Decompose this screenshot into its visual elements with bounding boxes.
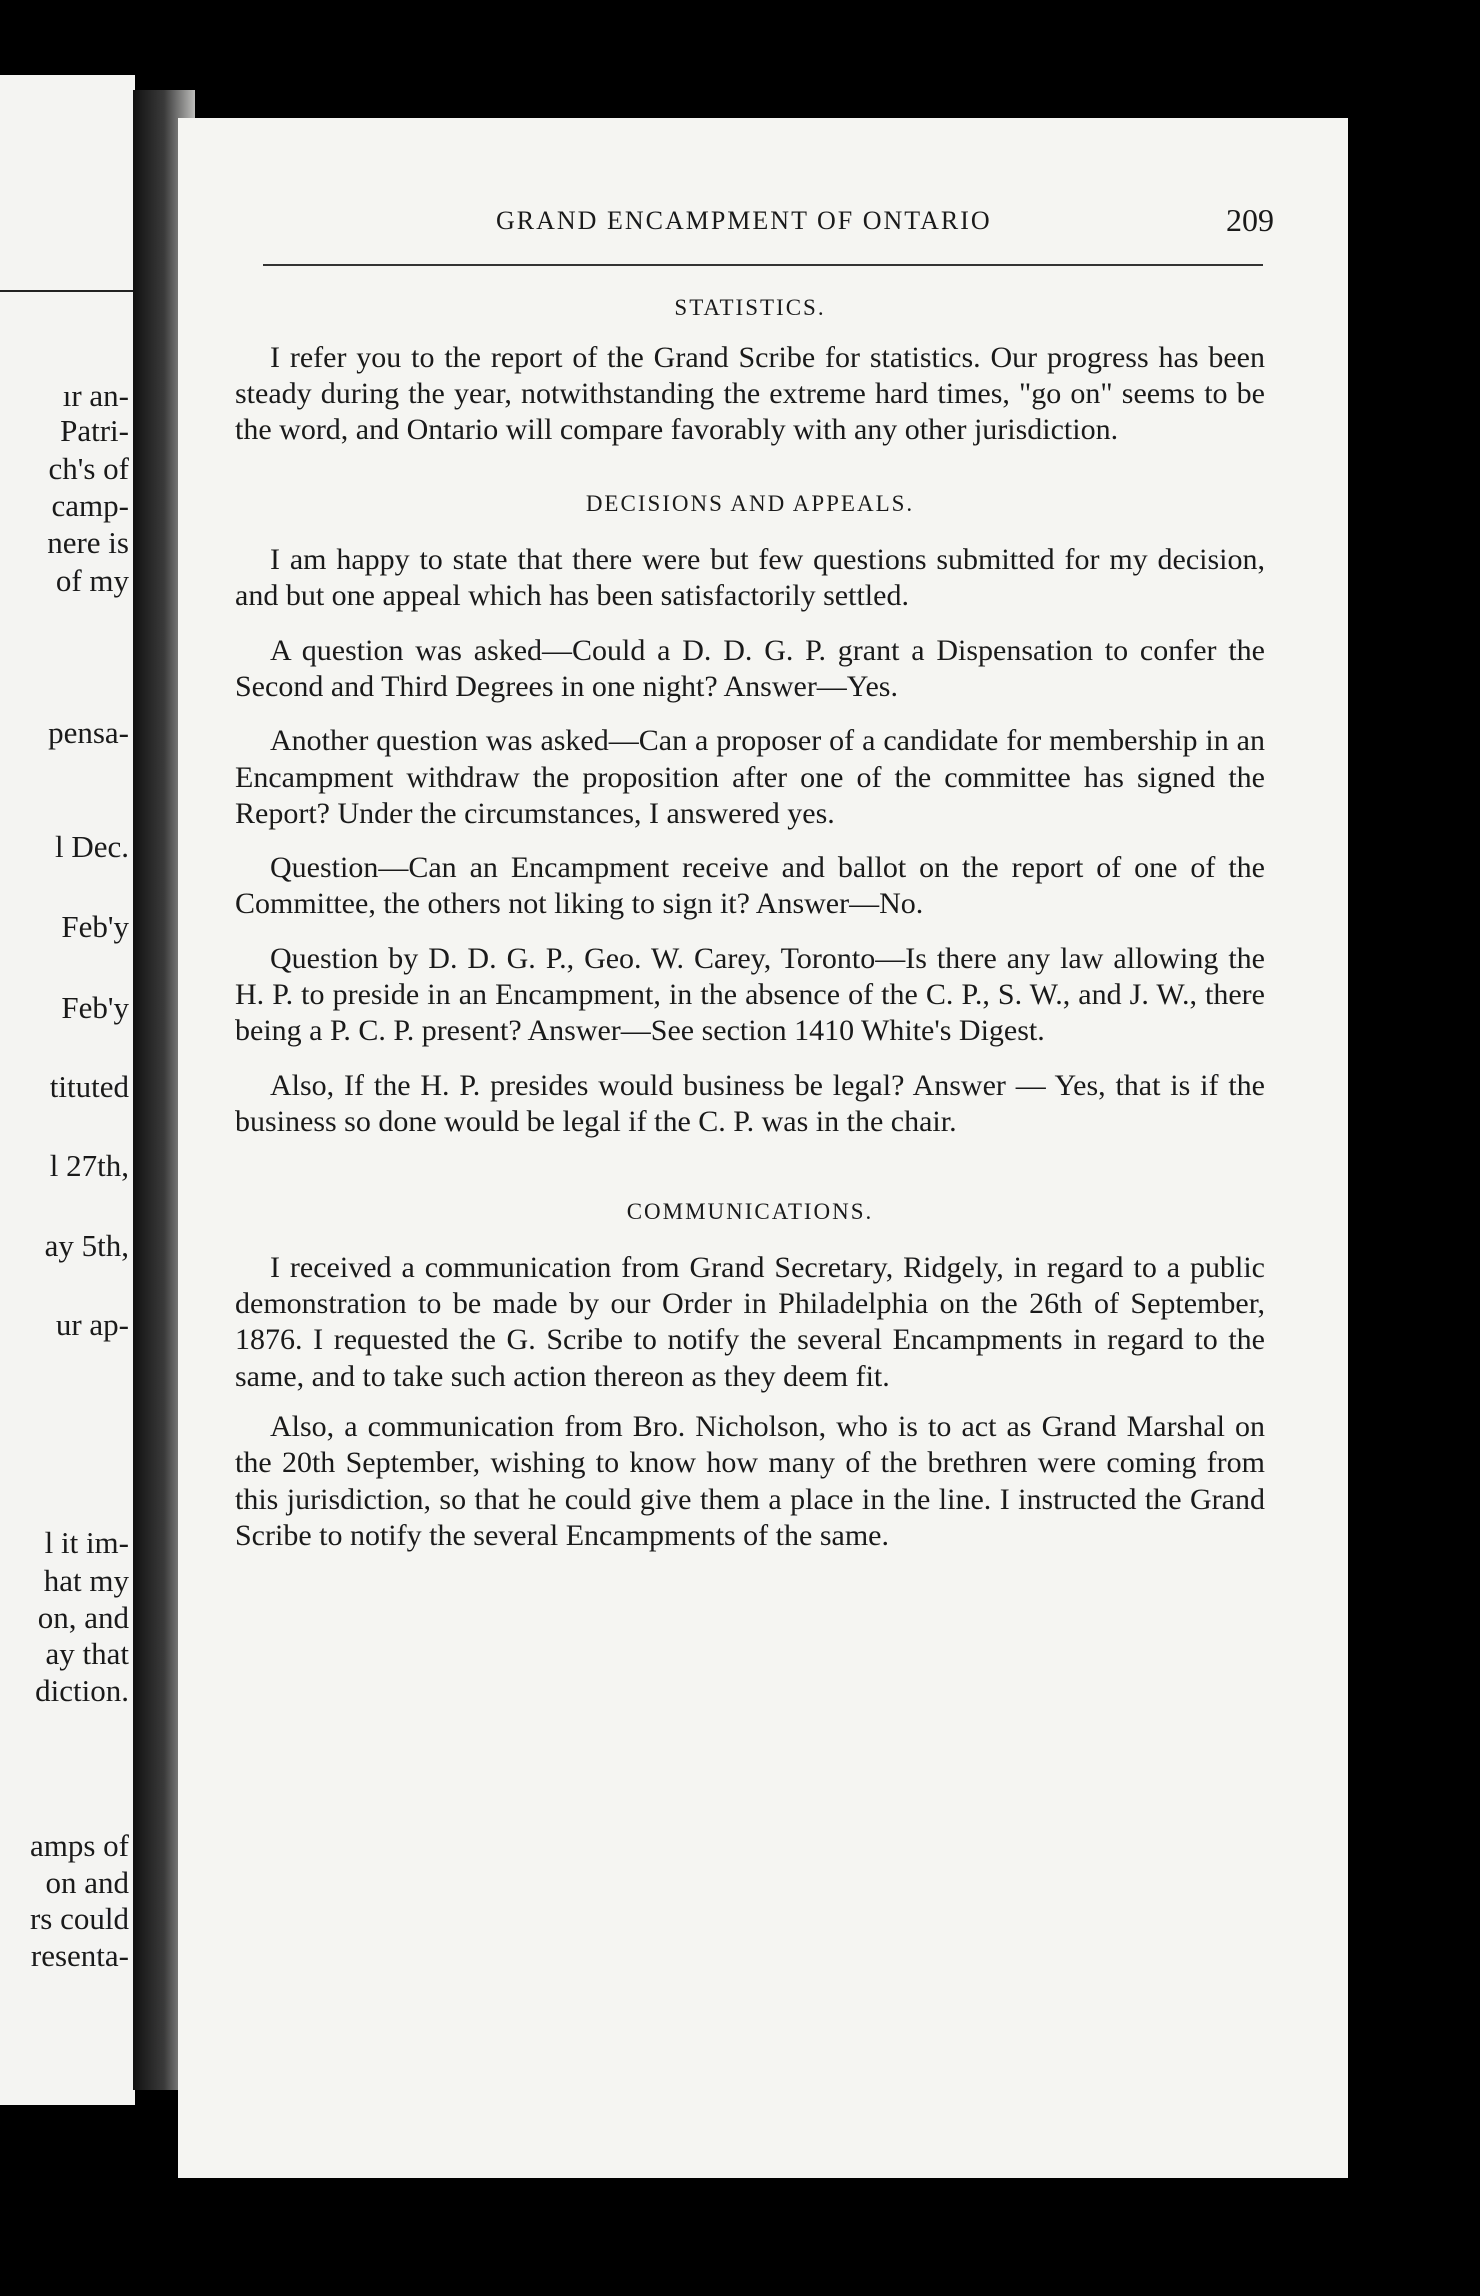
left-fragment: Feb'y: [61, 909, 129, 944]
left-fragment: amps of: [29, 1828, 129, 1863]
left-fragment: tituted: [49, 1069, 129, 1104]
left-fragment: l it im-: [44, 1525, 129, 1560]
page-content: [235, 288, 1265, 1554]
left-fragment: Patri-: [60, 413, 129, 448]
section-heading: STATISTICS.: [674, 295, 826, 320]
left-fragment: l Dec.: [54, 829, 129, 864]
paragraph: I received a communication from Grand Secretary, Ridgely, in regard to a public demonstration to be made by our Order in Philadelphia on the 26th of September, 1876. I requested the G. Scribe to notify the several Encampments in regard to the same, and to take such action thereon as they deem fit.: [235, 1250, 1265, 1393]
left-fragment: resenta-: [30, 1938, 129, 1973]
section-statistics: [235, 294, 1265, 448]
left-page-rule: [0, 290, 135, 292]
section-heading: DECISIONS AND APPEALS.: [585, 491, 915, 517]
left-fragment: ur ap-: [55, 1307, 129, 1342]
left-fragment: on, and: [37, 1600, 129, 1635]
left-fragment: ch's of: [48, 451, 129, 486]
left-fragment: ır an-: [62, 378, 129, 413]
left-fragment: hat my: [43, 1563, 129, 1598]
left-fragment: of my: [55, 563, 129, 598]
paragraph: I refer you to the report of the Grand Scribe for statistics. Our progress has been steady during the year, notwithstanding the extreme hard times, "go on" seems to be the word, and Ontario will compare favorably with any other jurisdiction.: [235, 340, 1265, 447]
left-fragment: camp-: [51, 488, 129, 523]
left-fragment: Feb'y: [61, 990, 129, 1025]
paragraph: I am happy to state that there were but few questions submitted for my decision, and but one appeal which has been satisfactorily settled.: [235, 543, 1265, 613]
left-facing-page: [0, 75, 135, 2105]
main-page: [178, 118, 1348, 2178]
left-fragment: rs could: [29, 1901, 129, 1936]
paragraph: Question—Can an Encampment receive and ballot on the report of one of the Committee, the others not liking to sign it? Answer—No.: [235, 851, 1265, 921]
running-title: GRAND ENCAMPMENT OF ONTARIO: [496, 206, 992, 235]
section-heading: COMMUNICATIONS.: [626, 1199, 874, 1225]
page-number: 209: [1226, 202, 1274, 238]
left-fragment: nere is: [47, 525, 129, 560]
left-fragment: diction.: [35, 1673, 129, 1708]
left-fragment: on and: [45, 1865, 129, 1900]
paragraph: Also, If the H. P. presides would business be legal? Answer — Yes, that is if the business so done would be legal if the C. P. was in the chair.: [235, 1068, 1265, 1138]
page-header: [256, 198, 1276, 238]
paragraph: Another question was asked—Can a proposer of a candidate for membership in an Encampment withdraw the proposition after one of the committee has signed the Report? Under the circumstances, I answered yes.: [235, 724, 1265, 830]
section-communications: [235, 1198, 1265, 1554]
header-rule: [263, 264, 1263, 266]
paragraph: Question by D. D. G. P., Geo. W. Carey, Toronto—Is there any law allowing the H. P. to preside in an Encampment, in the absence of the C. P., S. W., and J. W., there being a P. C. P. present? Answer—See section 1410 White's Digest.: [235, 941, 1265, 1048]
paragraph: Also, a communication from Bro. Nicholson, who is to act as Grand Marshal on the 20th September, wishing to know how many of the brethren were coming from this jurisdiction, so that he could give them a place in the line. I instructed the Grand Scribe to notify the several Encampments of the same.: [235, 1410, 1265, 1552]
paragraph: A question was asked—Could a D. D. G. P. grant a Dispensation to confer the Second and Third Degrees in one night? Answer—Yes.: [235, 633, 1265, 703]
left-fragment: l 27th,: [49, 1148, 129, 1183]
left-fragment: ay that: [45, 1636, 129, 1671]
left-fragment: pensa-: [48, 715, 129, 750]
section-decisions-and-appeals: [235, 490, 1265, 1140]
left-fragment: ay 5th,: [44, 1228, 129, 1263]
